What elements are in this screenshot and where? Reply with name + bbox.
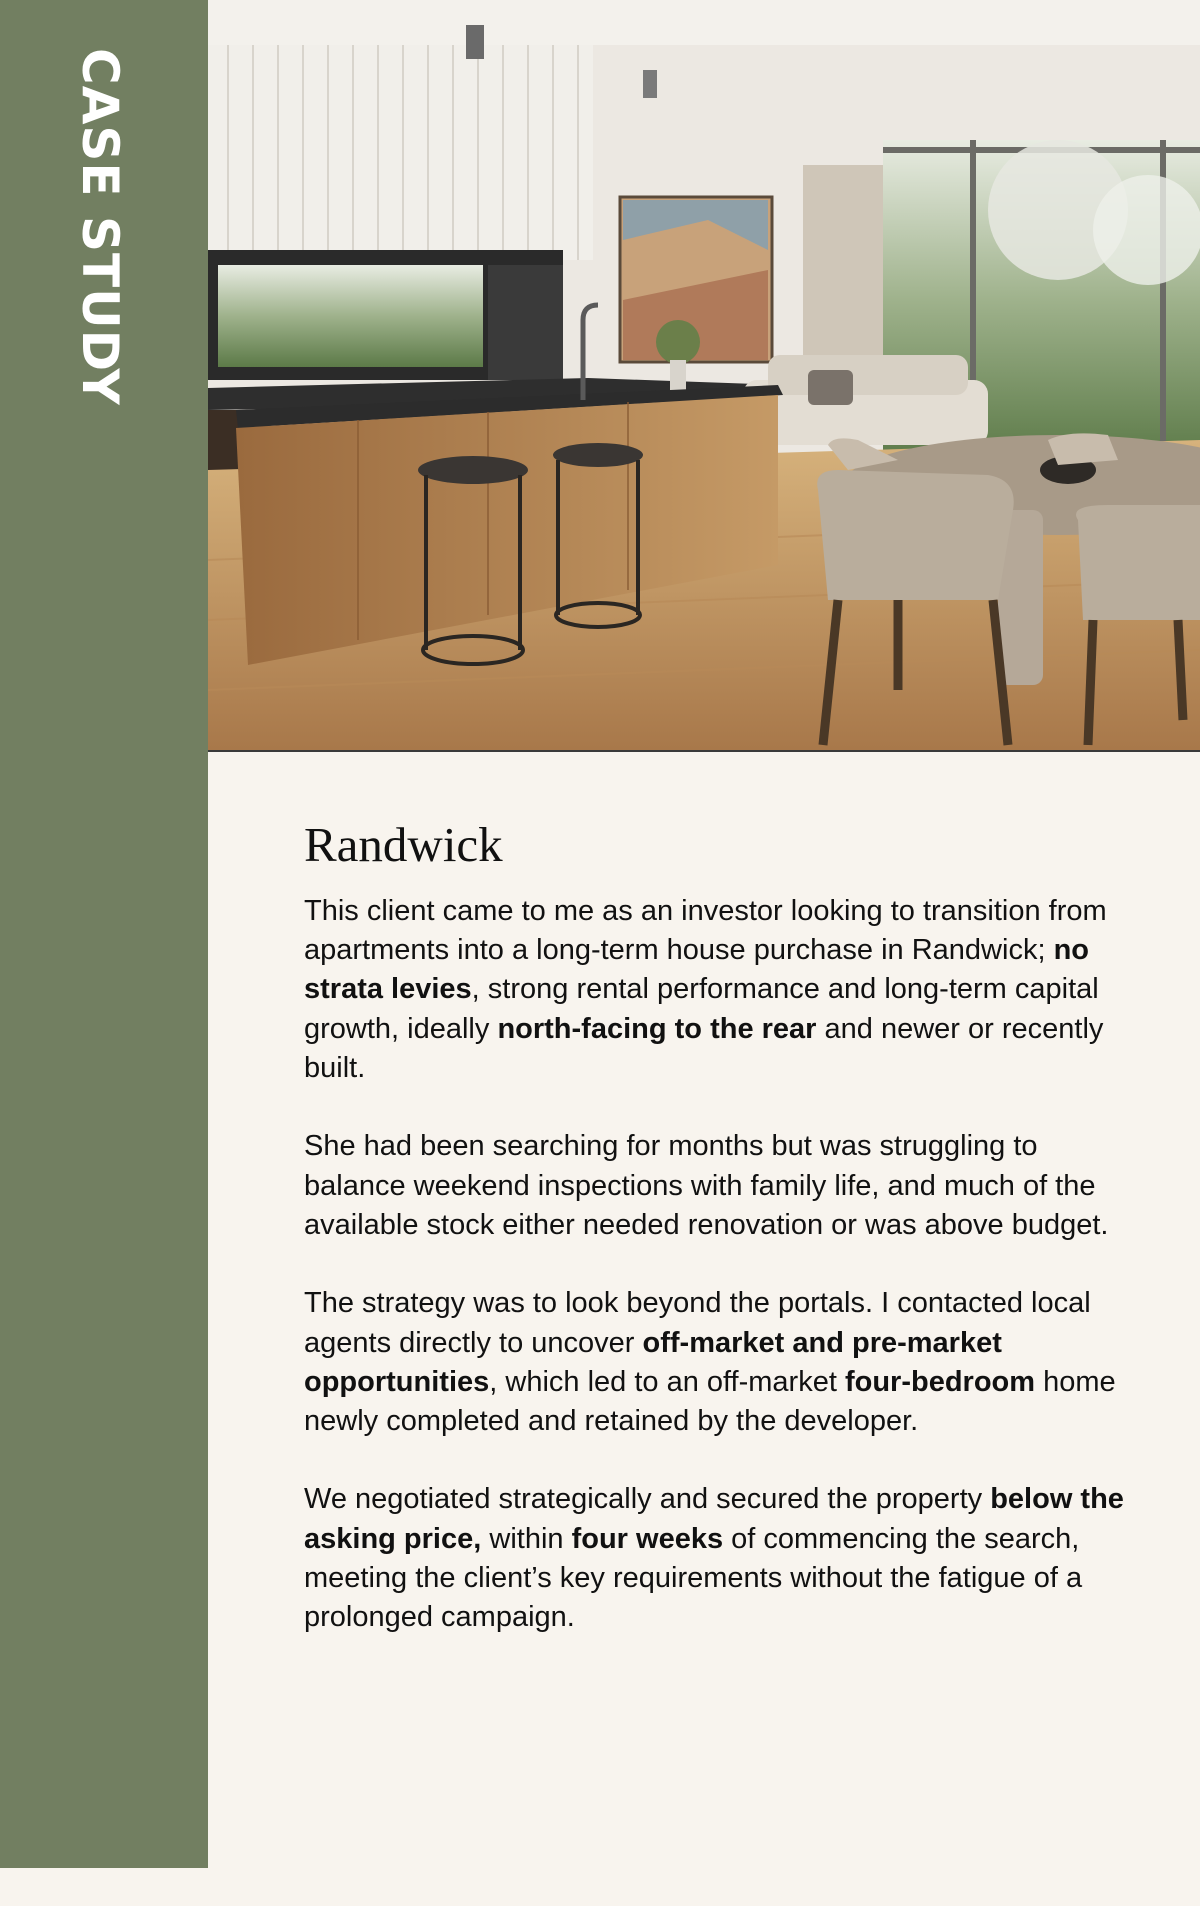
bold-text: four weeks <box>571 1522 724 1555</box>
text-run: and newer or recently built. <box>304 1012 1104 1085</box>
text-run: The strategy was to look beyond the portals. I contacted local agents directly to uncover <box>304 1287 1091 1359</box>
paragraph-4 <box>304 1480 1124 1637</box>
paragraph-1 <box>304 892 1124 1088</box>
paragraph-2 <box>304 1127 1124 1245</box>
case-study-content <box>304 818 1124 1677</box>
bold-text: below the asking price, <box>304 1483 1124 1555</box>
text-run: She had been searching for months but was struggling to balance weekend inspections with family life, and much of the available stock either needed renovation or was above budget. <box>304 1130 1109 1241</box>
bold-text: north-facing to the rear <box>497 1012 817 1045</box>
text-run: of commencing the search, meeting the client’s key requirements without the fatigue of a prolonged campaign. <box>304 1522 1083 1634</box>
paragraph-3 <box>304 1284 1124 1441</box>
body-text <box>304 892 1124 1638</box>
text-run: , strong rental performance and long-term capital growth, ideally <box>304 973 1099 1045</box>
bold-text: no strata levies <box>304 934 1089 1006</box>
case-study-label: CASE STUDY <box>71 48 129 406</box>
text-run: , which led to an off-market <box>489 1365 845 1398</box>
page-title: Randwick <box>304 817 503 872</box>
bold-text: off-market and pre-market opportunities <box>304 1326 1002 1398</box>
text-run: home newly completed and retained by the developer. <box>304 1365 1116 1438</box>
text-run: within <box>481 1522 572 1555</box>
text-run: We negotiated strategically and secured the property <box>304 1483 991 1516</box>
hero-image <box>208 0 1200 752</box>
sidebar <box>0 0 208 1868</box>
bold-text: four-bedroom <box>844 1365 1036 1398</box>
text-run: This client came to me as an investor looking to transition from apartments into a long-term house purchase in Randwick; <box>304 894 1107 967</box>
